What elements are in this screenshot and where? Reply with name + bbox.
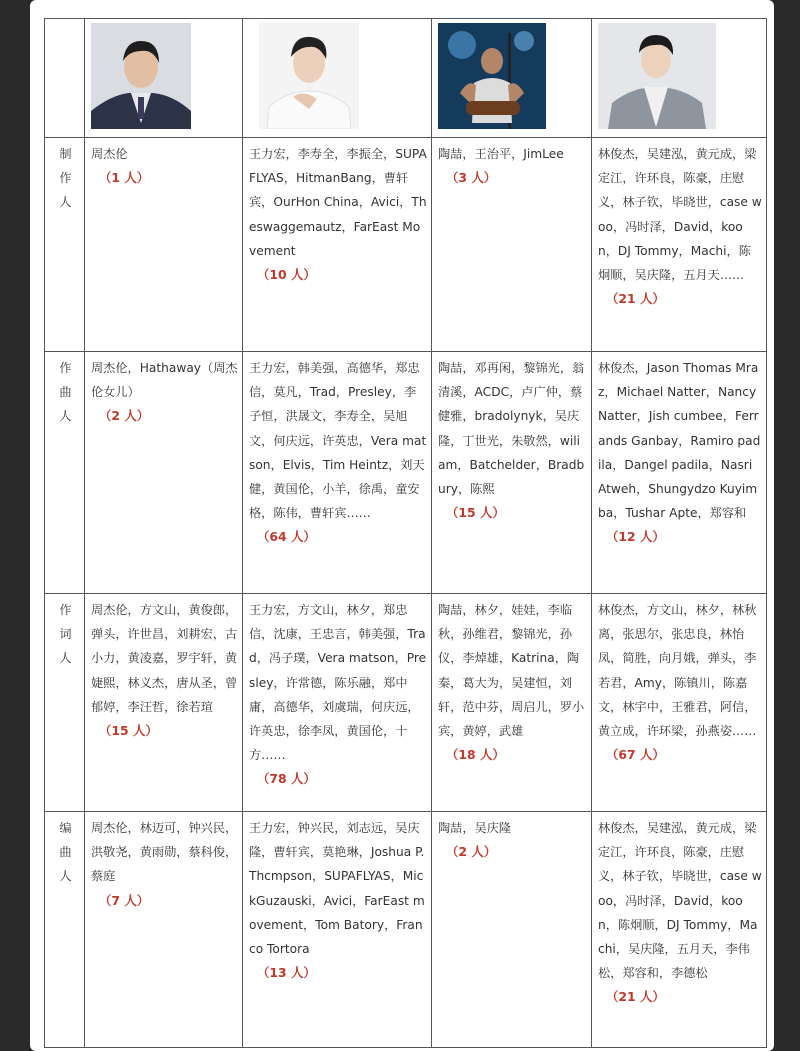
row-label-lyricists: 作 词 人 xyxy=(45,594,85,812)
artist-photo-1 xyxy=(91,23,191,129)
table-cell: 王力宏，李寿全，李振全，SUPAFLYAS，HitmanBang，曹轩宾，OurHon China，Avici，Theswaggemautz，FarEast Movement （10 人） xyxy=(243,138,432,352)
producers-row xyxy=(45,138,767,352)
composers-row xyxy=(45,352,767,594)
row-label-composers: 作 曲 人 xyxy=(45,352,85,594)
table-cell: 周杰伦，方文山，黄俊郎，弹头，许世昌，刘耕宏，古小力，黄凌嘉，罗宇轩，黄婕熙，林义杰，唐从圣，曾郁婷，李汪哲，徐若瑄 （15 人） xyxy=(85,594,243,812)
table-cell: 周杰伦 （1 人） xyxy=(85,138,243,352)
table-cell: 王力宏，方文山，林夕，郑忠信，沈康，王忠言，韩美强，Trad，冯子璞，Vera matson，Presley，许常德，陈乐融，郑中庸，高德华，刘虞瑞，何庆远，许英忠，徐李凤，黄国伦，十方…… （78 人） xyxy=(243,594,432,812)
photo-cell-2 xyxy=(243,19,432,138)
artist-photo-4 xyxy=(598,23,716,129)
artist-photo-3 xyxy=(438,23,546,129)
table-cell: 陶喆，林夕，娃娃，李临秋，孙维君，黎锦光，孙仪，李焯雄，Katrina，陶秦，葛大为，吴建恒，刘轩，范中芬，周启儿，罗小宾，黄婷，武雄 （18 人） xyxy=(432,594,592,812)
table-cell: 陶喆，王治平，JimLee （3 人） xyxy=(432,138,592,352)
photo-cell-1 xyxy=(85,19,243,138)
credits-table xyxy=(44,18,767,1048)
row-label-producers: 制 作 人 xyxy=(45,138,85,352)
table-cell: 王力宏，韩美强，高德华，郑忠信，莫凡，Trad，Presley，李子恒，洪晟文，李寿全，吴旭文，何庆远，许英忠，Vera matson，Elvis，Tim Heintz，刘天健，黄国伦，小羊，徐禹，童安格，陈伟，曹轩宾…… （64 人） xyxy=(243,352,432,594)
table-cell: 陶喆，邓再闲，黎锦光，翁清溪，ACDC，卢广仲，蔡健雅，bradolynyk，吴庆隆，丁世光，朱敬然，wiliam，Batchelder，Bradbury，陈熙 （15 人） xyxy=(432,352,592,594)
lyricists-row xyxy=(45,594,767,812)
photo-row xyxy=(45,19,767,138)
table-cell: 周杰伦，Hathaway（周杰伦女儿） （2 人） xyxy=(85,352,243,594)
document-sheet xyxy=(30,0,774,1051)
table-cell: 王力宏，钟兴民，刘志远，吴庆隆，曹轩宾，莫艳琳，Joshua P.Thcmpson，SUPAFLYAS，MickGuzauski，Avici，FarEast movement，Tom Batory，Franco Tortora （13 人） xyxy=(243,812,432,1048)
table-cell: 林俊杰，吴建泓，黄元成，梁定江，许环良，陈豪，庄慰义，林子钦，毕晓世，case woo，冯时泽，David，koon，DJ Tommy，Machi，陈炯顺，吴庆隆，五月天…… （21 人） xyxy=(592,138,767,352)
arrangers-row xyxy=(45,812,767,1048)
photo-cell-4 xyxy=(592,19,767,138)
table-cell: 林俊杰，方文山，林夕，林秋离，张思尔，张忠良，林怡凤，简胜，向月娥，弹头，李若君，Amy，陈镇川，陈嘉文，林宇中，王雅君，阿信，黄立成，许环梁，孙燕姿…… （67 人） xyxy=(592,594,767,812)
table-cell: 周杰伦，林迈可，钟兴民，洪敬尧，黄雨勋，蔡科俊，蔡庭 （7 人） xyxy=(85,812,243,1048)
corner-cell xyxy=(45,19,85,138)
row-label-arrangers: 编 曲 人 xyxy=(45,812,85,1048)
table-cell: 林俊杰，吴建泓，黄元成，梁定江，许环良，陈豪，庄慰义，林子钦，毕晓世，case woo，冯时泽，David，koon，陈炯顺，DJ Tommy，Machi，吴庆隆，五月天，李伟松，郑容和，李德松 （21 人） xyxy=(592,812,767,1048)
table-cell: 林俊杰，Jason Thomas Mraz，Michael Natter，Nancy Natter，Jish cumbee，Ferrands Ganbay，Ramiro padila，Dangel padila，Nasri Atweh，Shungydzo Kuyimba，Tushar Apte，郑容和 （12 人） xyxy=(592,352,767,594)
photo-cell-3 xyxy=(432,19,592,138)
table-cell: 陶喆，吴庆隆 （2 人） xyxy=(432,812,592,1048)
artist-photo-2 xyxy=(259,23,359,129)
